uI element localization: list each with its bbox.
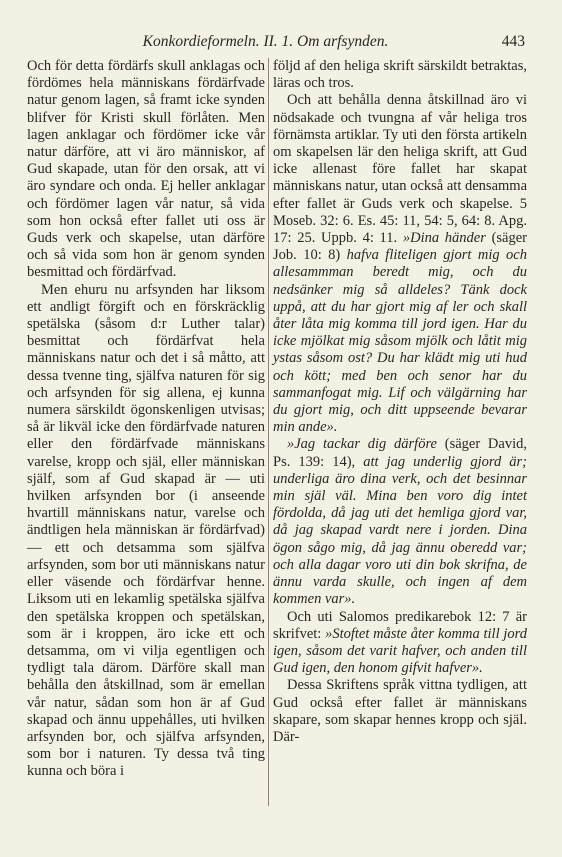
left-column <box>27 58 265 781</box>
text-run: Och uti Salomos predikarebok 12: 7 är skrifvet: <box>273 608 527 642</box>
page-number: 443 <box>501 33 525 50</box>
text-run: följd af den heliga skrift särskildt betraktas, läras och tros. <box>273 58 527 92</box>
column-divider <box>268 58 269 806</box>
paragraph: Men ehuru nu arfsynden har liksom ett andligt förgift och en förskräcklig spetälska (såsom d:r Luther talar) besmittat och fördärfvat hela människans natur och det i så måtto, att dessa tvenne ting, själfva naturen för sig och arfsynden för sig allena, ej kunna numera särskildt ögonskenligen utvisas; så är likväl icke den fördärfvade naturen eller den fördärfvade människans varelse, kropp och själ, eller människan själf, som af Gud skapad är — uti hvilken arfsynden bor (i anseende hvartill människans natur, varelse och ändtligen hela människan är fördärfvad) — ett och detsamma som själfva arfsynden, som bor uti människans natur eller väsende och fördärfvar henne. Liksom uti en lekamlig spetälska själfva den spetälska kroppen och spetälskan, som är i kroppen, äro icke ett och detsamma, om vi vilja egentligen och tydligt tala därom. Därföre skall man behålla den åtskillnad, som är emellan vår natur, sådan som hon är af Gud skapad och ännu uppehålles, uti hvilken arfsynden bor, och själfva arfsynden, som bor i naturen. Ty dessa två ting kunna och böra i <box>27 281 265 780</box>
running-header <box>30 31 525 53</box>
paragraph <box>273 609 527 678</box>
paragraph: Och för detta fördärfs skull anklagas och fördömes hela människans fördärfvade natur genom lagen, så framt icke synden blifver för Kristi skull förlåten. Men lagen anklagar och fördömer icke vår natur därföre, att vi äro människor, af Gud skapade, utan för den orsak, att vi äro syndare och onda. Ej heller anklagar och fördömer lagen vår natur, så vida som hon också efter fallet uti oss är Guds verk och skapelse, utan därföre och så vida som hon är genom synden besmittad och fördärfvad. <box>27 58 265 281</box>
right-column <box>273 58 527 746</box>
italic-text-run: »Stoftet måste åter komma till jord igen, såsom det varit hafver, och anden till Gud igen, den honom gifvit hafver». <box>273 625 527 677</box>
italic-text-run: hafva fliteligen gjort mig och allesammman beredt mig, och du nedsänker mig så alldeles? Tänk dock uppå, att du har gjort mig af ler och skall åter låta mig komma till jord igen. Har du icke mjölkat mig såsom mjölk och låtit mig ystas såsom ost? Du har klädt mig uti hud och kött; med ben och senor har du sammanfogat mig. Lif och välgärning har du gjort mig, och ditt uppseende bevarar min ande». <box>273 247 527 436</box>
paragraph <box>273 436 527 608</box>
text-run: (säger David, Ps. 139: 14), <box>273 436 527 470</box>
italic-text-run: »Dina händer <box>402 230 486 247</box>
italic-text-run: att jag underlig gjord är; underliga äro dina verk, och det besinnar min själ väl. Mina ben voro dig intet fördolda, då jag uti det hemliga gjord var, då jag skapad vardt nere i jorden. Dina ögon sågo mig, då jag ännu oberedd var; och alla dagar voro uti din bok skrifna, de ännu varda skulle, och ingen af dem kommen var». <box>273 453 527 608</box>
paragraph <box>273 677 527 746</box>
header-title: Konkordieformeln. II. 1. Om arfsynden. <box>142 33 389 50</box>
text-run: Dessa Skriftens språk vittna tydligen, att Gud också efter fallet är människans skapare, som skapar hennes kropp och själ. Där- <box>273 677 527 745</box>
text-run: Och att behålla denna åtskillnad äro vi nödsakade och tvungna af vår heliga tros förnämsta artiklar. Ty uti den första artikeln om skapelsen lär den heliga skrift, att Gud icke allenast före fallet har skapat människans natur, utan också att densamma efter fallet är Guds verk och skapelse. 5 Moseb. 32: 6. Es. 45: 11, 54: 5, 64: 8. Apg. 17: 25. Uppb. 4: 11. <box>273 92 527 247</box>
italic-text-run: »Jag tackar dig därföre <box>287 436 437 453</box>
paragraph <box>273 58 527 92</box>
paragraph <box>273 92 527 436</box>
text-run: (säger Job. 10: 8) <box>273 230 527 264</box>
